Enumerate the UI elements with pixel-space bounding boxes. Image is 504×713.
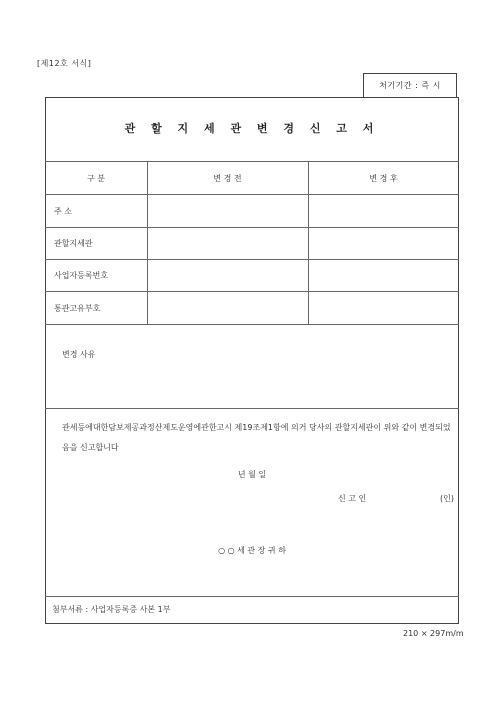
- processing-period-box: [363, 73, 457, 97]
- attachment-note: 첨부서류 : 사업자등록증 사본 1부: [52, 605, 171, 614]
- header-before: 변 경 전: [213, 174, 242, 183]
- divider: [45, 324, 459, 325]
- divider: [45, 259, 459, 260]
- divider: [45, 194, 459, 195]
- header-after: 변 경 후: [369, 174, 398, 183]
- divider: [45, 408, 459, 409]
- column-divider: [147, 161, 148, 324]
- processing-period: 처기기간 : 즉 시: [379, 81, 441, 90]
- date-line: 년 월 일: [237, 470, 267, 479]
- divider: [45, 227, 459, 228]
- row-label-business-number: 사업자등록번호: [54, 271, 109, 280]
- change-reason-label: 변경 사유: [62, 350, 96, 359]
- form-title: 관 할 지 세 관 변 경 신 고 서: [124, 122, 380, 135]
- declaration-statement: 관세등에대한담보제공과정산제도운영에관한고시 제19조제1항에 의거 당사의 관할지세관이 위와 같이 변경되었음을 신고합니다: [62, 423, 451, 452]
- paper-size: 210 × 297m/m: [403, 629, 464, 638]
- addressee: ○ ○ 세 관 장 귀 하: [218, 546, 286, 555]
- divider: [45, 596, 459, 597]
- header-category: 구 분: [87, 174, 105, 183]
- row-label-address: 주 소: [54, 207, 72, 216]
- seal-mark: (인): [440, 494, 454, 503]
- divider: [45, 161, 459, 162]
- column-divider: [308, 161, 309, 324]
- divider: [45, 291, 459, 292]
- form-number: [제12호 서식]: [37, 59, 92, 68]
- row-label-customs-code: 통관고유부호: [54, 304, 101, 313]
- row-label-customs-office: 관할지세관: [54, 239, 93, 248]
- reporter-label: 신 고 인: [338, 494, 367, 503]
